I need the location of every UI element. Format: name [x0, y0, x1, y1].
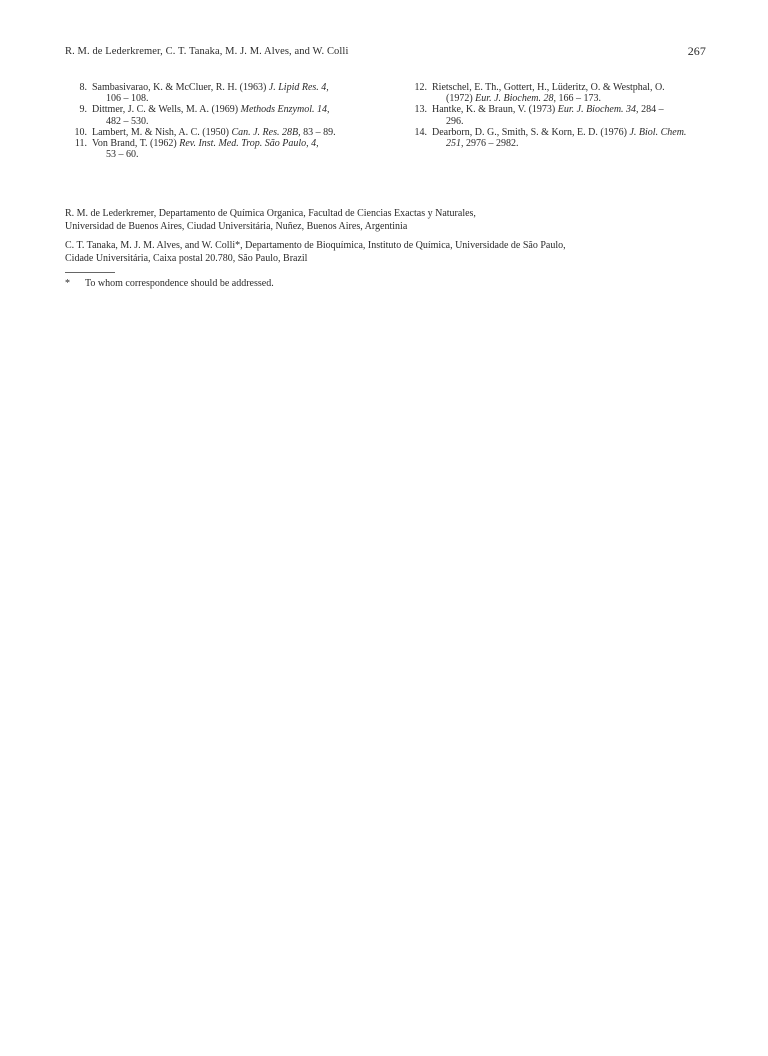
reference-journal: J. Lipid Res. 4, — [268, 82, 329, 93]
reference-item — [405, 104, 705, 126]
reference-item — [65, 82, 361, 104]
reference-pages: 482 – 530. — [106, 115, 149, 127]
reference-pages: 2976 – 2982. — [463, 138, 519, 150]
reference-number: 10. — [74, 126, 87, 138]
reference-journal: J. Biol. Chem. — [629, 126, 687, 138]
reference-number: 8. — [79, 82, 87, 93]
header-authors: R. M. de Lederkremer, C. T. Tanaka, M. J. M. Alves, and W. Colli — [65, 46, 349, 57]
footnote-text: To whom correspondence should be addressed. — [85, 278, 274, 289]
reference-authors: Dearborn, D. G., Smith, S. & Korn, E. D. (1976) — [432, 126, 630, 138]
reference-volume: 251, — [446, 138, 464, 150]
reference-text — [432, 127, 705, 149]
reference-text — [92, 104, 361, 126]
reference-authors: Von Brand, T. (1962) — [92, 138, 180, 150]
reference-text — [92, 138, 361, 160]
reference-journal: Eur. J. Biochem. 34, — [557, 104, 639, 116]
reference-pages: 106 – 108. — [106, 93, 149, 105]
footnote-marker: * — [65, 278, 70, 289]
reference-number: 14. — [414, 126, 427, 138]
reference-text — [92, 127, 361, 138]
reference-number: 13. — [414, 104, 427, 116]
reference-journal: Eur. J. Biochem. 28, — [475, 93, 556, 105]
reference-pages: 284 – — [638, 104, 664, 116]
reference-item — [65, 127, 361, 138]
reference-authors: Hantke, K. & Braun, V. (1973) — [432, 104, 558, 116]
reference-text — [432, 82, 705, 104]
reference-item — [405, 127, 705, 149]
affiliation-first — [65, 208, 705, 233]
footnote — [65, 278, 274, 290]
reference-item — [405, 82, 705, 104]
reference-column-right — [405, 82, 705, 160]
reference-pages: 83 – 89. — [300, 126, 336, 138]
affiliation-line: R. M. de Lederkremer, Departamento de Química Organica, Facultad de Ciencias Exactas y Naturales, — [65, 208, 476, 219]
reference-number: 9. — [79, 104, 87, 116]
affiliation-line: Universidad de Buenos Aires, Ciudad Universitária, Nuñez, Buenos Aires, Argentinia — [65, 220, 408, 232]
reference-text — [92, 82, 361, 104]
reference-journal: Methods Enzymol. 14, — [240, 104, 330, 116]
reference-year: (1972) — [446, 93, 476, 105]
reference-authors: Lambert, M. & Nish, A. C. (1950) — [92, 126, 232, 138]
reference-column-left — [65, 82, 361, 160]
footnote-rule — [65, 272, 115, 273]
affiliation-second — [65, 240, 705, 265]
reference-pages: 166 – 173. — [556, 93, 601, 105]
reference-journal: Can. J. Res. 28B, — [231, 126, 301, 138]
page-number: 267 — [687, 44, 706, 58]
reference-item — [65, 104, 361, 126]
reference-authors: Sambasivarao, K. & McCluer, R. H. (1963) — [92, 82, 269, 93]
reference-list — [65, 82, 705, 160]
reference-pages: 53 – 60. — [106, 149, 139, 161]
reference-text — [432, 104, 705, 126]
affiliation-line: C. T. Tanaka, M. J. M. Alves, and W. Colli*, Departamento de Bioquímica, Instituto de Química, Universidade de São Paulo, — [65, 240, 566, 251]
reference-number: 12. — [414, 82, 427, 93]
affiliation-line: Cidade Universitária, Caixa postal 20.780, São Paulo, Brazil — [65, 252, 308, 264]
reference-number: 11. — [74, 138, 87, 150]
reference-continuation — [432, 138, 705, 149]
reference-authors: Dittmer, J. C. & Wells, M. A. (1969) — [92, 104, 241, 116]
reference-continuation — [432, 93, 705, 104]
reference-journal: Rev. Inst. Med. Trop. São Paulo, 4, — [179, 138, 319, 150]
reference-item — [65, 138, 361, 160]
reference-authors: Rietschel, E. Th., Gottert, H., Lüderitz, O. & Westphal, O. — [432, 82, 665, 93]
reference-pages-continued: 296. — [446, 115, 464, 127]
